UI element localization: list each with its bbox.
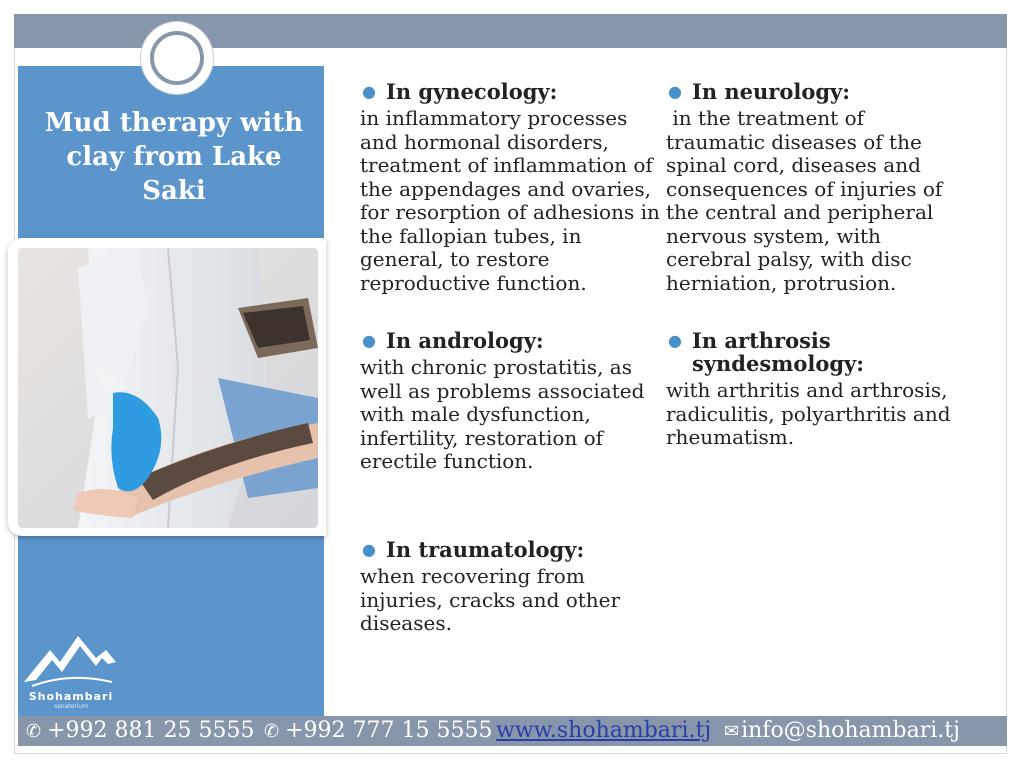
section-body: when recovering from injuries, cracks and other diseases. [360, 564, 621, 635]
phone-number-2: +992 777 15 5555 [285, 718, 493, 743]
phone-icon: ✆ [264, 721, 280, 742]
section-body: in the treatment of traumatic diseases of the spinal cord, diseases and consequences of injuries of the central and peripheral nervous system, with cerebral palsy, with disc herniation, protrusion. [666, 106, 949, 295]
section-body: with chronic prostatitis, as well as problems associated with male dysfunction, infertility, restoration of erectile function. [360, 355, 645, 473]
bullet-icon: ● [362, 540, 376, 559]
slide-title: Mud therapy with clay from Lake Saki [44, 108, 304, 206]
email [724, 716, 960, 747]
section-neurology [666, 80, 966, 295]
phone-1 [26, 716, 254, 747]
section-body: in inflammatory processes and hormonal disorders, treatment of inflammation of the appendages and ovaries, for resorption of adhesions in the fallopian tubes, in general, to restore reproductive function. [360, 106, 660, 295]
logo-subtitle: sanatorium [53, 703, 89, 710]
phone-number-1: +992 881 25 5555 [47, 718, 255, 743]
section-heading: In gynecology: [386, 79, 558, 104]
email-address: info@shohambari.tj [741, 718, 960, 743]
phone-icon: ✆ [26, 721, 42, 742]
envelope-icon: ✉ [724, 721, 740, 742]
logo-name: Shohambari [28, 690, 114, 703]
bullet-icon: ● [362, 331, 376, 350]
section-heading: In neurology: [692, 79, 850, 104]
section-andrology [360, 329, 660, 474]
section-heading: In andrology: [386, 328, 544, 353]
bullet-icon: ● [668, 82, 682, 101]
mud-therapy-photo [18, 248, 318, 528]
website-link[interactable]: www.shohambari.tj [496, 718, 712, 743]
section-body: with arthritis and arthrosis, radiculitis, polyarthritis and rheumatism. [666, 378, 951, 449]
section-gynecology [360, 80, 660, 295]
section-traumatology [360, 538, 660, 636]
section-heading: In traumatology: [386, 537, 585, 562]
section-arthrosis [666, 329, 976, 450]
circle-decoration [141, 22, 213, 94]
phone-2 [264, 716, 492, 747]
bullet-icon: ● [362, 82, 376, 101]
section-heading: In arthrosis syndesmology: [692, 328, 865, 376]
bullet-icon: ● [668, 331, 682, 350]
footer-bar [18, 716, 1007, 746]
